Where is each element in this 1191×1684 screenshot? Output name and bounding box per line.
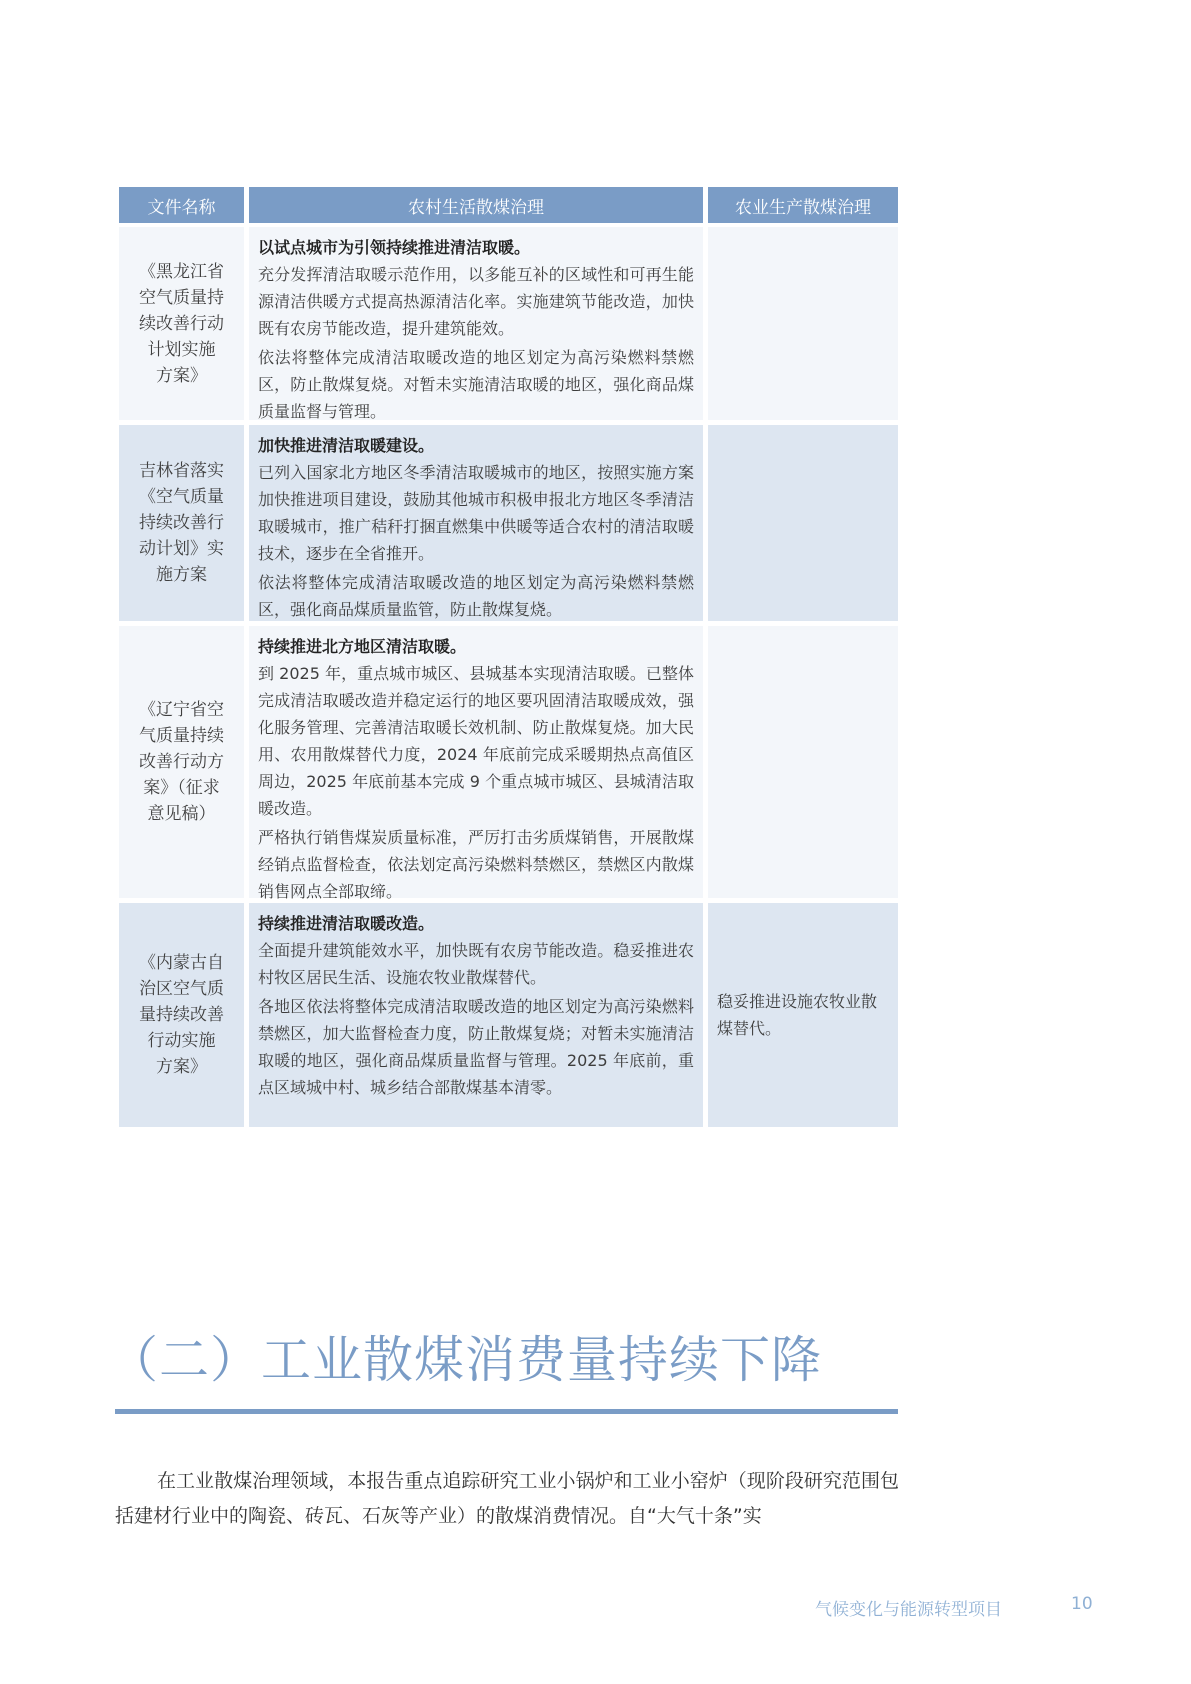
table-header (119, 187, 898, 223)
name-line: 空气质量持 (139, 287, 224, 308)
name-line: 施方案 (156, 565, 207, 585)
row-paragraph: 全面提升建筑能效水平，加快既有农房节能改造。稳妥推进农村牧区居民生活、设施农牧业散煤替代。 (258, 941, 694, 987)
name-line: 方案》 (156, 1057, 207, 1077)
table-row (119, 903, 898, 1127)
row-paragraph: 依法将整体完成清洁取暖改造的地区划定为高污染燃料禁燃区，强化商品煤质量监管，防止散煤复烧。 (258, 573, 694, 619)
name-line: 气质量持续 (139, 726, 224, 746)
table-row (119, 227, 898, 420)
name-line: 《黑龙江省 (139, 261, 224, 282)
section-divider (115, 1409, 898, 1414)
row-agri-content (708, 626, 898, 898)
row-paragraph: 依法将整体完成清洁取暖改造的地区划定为高污染燃料禁燃区，防止散煤复烧。对暂未实施清洁取暖的地区，强化商品煤质量监督与管理。 (258, 348, 694, 421)
name-line: 改善行动方 (139, 752, 224, 772)
name-line: 方案》 (156, 365, 207, 386)
row-rural-content (249, 425, 703, 621)
header-rural-living: 农村生活散煤治理 (249, 187, 703, 223)
page-number: 10 (1071, 1594, 1093, 1614)
row-rural-content (249, 227, 703, 420)
row-lead: 持续推进北方地区清洁取暖。 (258, 637, 467, 656)
name-line: 治区空气质 (139, 979, 224, 999)
name-line: 案》（征求 (143, 778, 220, 798)
name-line: 吉林省落实 (139, 461, 224, 481)
name-line: 意见稿） (147, 804, 216, 824)
row-paragraph: 各地区依法将整体完成清洁取暖改造的地区划定为高污染燃料禁燃区，加大监督检查力度，防止散煤复烧；对暂未实施清洁取暖的地区，强化商品煤质量监督与管理。2025 年底前，重点区域城中村、城乡结合部散煤基本清零。 (258, 997, 694, 1097)
table-row (119, 626, 898, 901)
row-paragraph: 已列入国家北方地区冬季清洁取暖城市的地区，按照实施方案加快推进项目建设，鼓励其他城市积极申报北方地区冬季清洁取暖城市，推广秸秆打捆直燃集中供暖等适合农村的清洁取暖技术，逐步在全省推开。 (258, 463, 694, 563)
row-agri-content: 稳妥推进设施农牧业散煤替代。 (708, 903, 898, 1127)
row-file-name (119, 626, 244, 898)
row-lead: 加快推进清洁取暖建设。 (258, 436, 435, 455)
policy-table (119, 187, 898, 1132)
section-body (115, 1464, 899, 1534)
name-line: 量持续改善 (139, 1005, 224, 1025)
table-row (119, 425, 898, 621)
name-line: 持续改善行 (139, 513, 224, 533)
row-rural-content (249, 903, 703, 1127)
row-agri-content (708, 425, 898, 621)
row-agri-content (708, 227, 898, 420)
row-lead: 以试点城市为引领持续推进清洁取暖。 (258, 238, 531, 257)
row-rural-content (249, 626, 703, 901)
row-file-name (119, 903, 244, 1127)
row-paragraph: 到 2025 年，重点城市城区、县城基本实现清洁取暖。已整体完成清洁取暖改造并稳定运行的地区要巩固清洁取暖成效，强化服务管理、完善清洁取暖长效机制、防止散煤复烧。加大民用、农用散煤替代力度，2024 年底前完成采暖期热点高值区周边，2025 年底前基本完成 9 个重点城市城区、县城清洁取暖改造。 (258, 664, 694, 818)
name-line: 《内蒙古自 (139, 953, 224, 973)
name-line: 《辽宁省空 (139, 700, 224, 720)
row-paragraph: 严格执行销售煤炭质量标准，严厉打击劣质煤销售，开展散煤经销点监督检查，依法划定高污染燃料禁燃区，禁燃区内散煤销售网点全部取缔。 (258, 828, 694, 901)
name-line: 计划实施 (147, 339, 216, 360)
row-lead: 持续推进清洁取暖改造。 (258, 914, 435, 933)
footer-project-title: 气候变化与能源转型项目 (815, 1600, 1002, 1620)
header-file-name: 文件名称 (119, 187, 244, 223)
header-agri-production: 农业生产散煤治理 (708, 187, 898, 223)
row-file-name (119, 425, 244, 621)
name-line: 《空气质量 (139, 487, 224, 507)
row-paragraph: 充分发挥清洁取暖示范作用，以多能互补的区域性和可再生能源清洁供暖方式提高热源清洁化率。实施建筑节能改造，加快既有农房节能改造，提升建筑能效。 (258, 265, 694, 338)
name-line: 动计划》实 (139, 539, 224, 559)
name-line: 行动实施 (147, 1031, 216, 1051)
row-file-name (119, 227, 244, 420)
name-line: 续改善行动 (139, 313, 224, 334)
section-title: （二）工业散煤消费量持续下降 (108, 1331, 822, 1389)
body-paragraph: 在工业散煤治理领域，本报告重点追踪研究工业小锅炉和工业小窑炉（现阶段研究范围包括建材行业中的陶瓷、砖瓦、石灰等产业）的散煤消费情况。自“大气十条”实 (115, 1470, 899, 1527)
